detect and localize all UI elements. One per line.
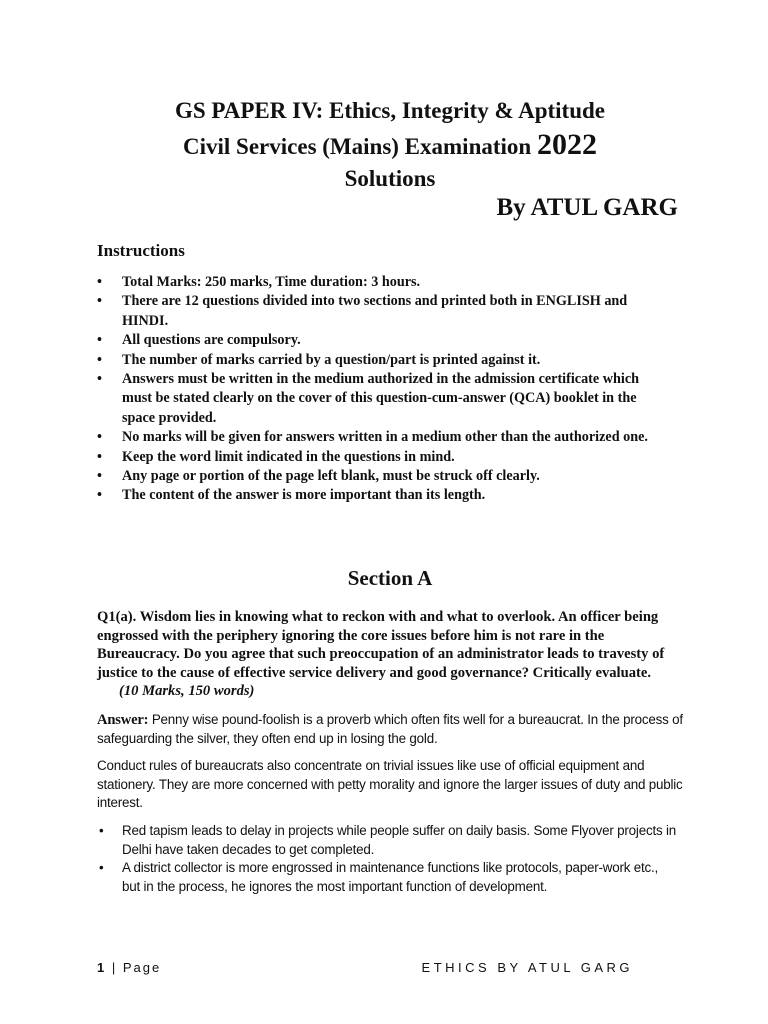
answer-bullet: • Red tapism leads to delay in projects while people suffer on daily basis. Some Flyover projects in Delhi have taken decades to get completed. [97,822,677,859]
instruction-item: • The content of the answer is more important than its length. [97,486,657,505]
solutions-subtitle: Solutions [344,166,436,191]
instruction-item: • The number of marks carried by a question/part is printed against it. [97,351,657,370]
author-byline: By ATUL GARG [496,194,678,221]
answer-paragraph-2: Conduct rules of bureaucrats also concentrate on trivial issues like use of official equipment and stationery. They are more concerned with petty morality and ignore the larger issues of duty and public interest. [97,758,683,811]
instruction-item: • All questions are compulsory. [97,331,657,350]
question-text [97,608,687,701]
exam-title [0,128,768,162]
instruction-item: • There are 12 questions divided into two sections and printed both in ENGLISH and HINDI. [97,292,657,331]
question-marks: (10 Marks, 150 words) [119,683,255,699]
paper-title: GS PAPER IV: Ethics, Integrity & Aptitude [175,98,605,123]
question-body: Q1(a). Wisdom lies in knowing what to reckon with and what to overlook. An officer being engrossed with the periphery ignoring the core issues before him is not rare in the Bureaucracy. Do you agree that such preoccupation of an administrator leads to travesty of justice to the cause of effective service delivery and good governance? Critically evaluate. [97,609,665,681]
instructions-heading: Instructions [97,241,185,260]
instruction-item: • Total Marks: 250 marks, Time duration: 3 hours. [97,273,657,292]
answer-text: Penny wise pound-foolish is a proverb which often fits well for a bureaucrat. In the process of safeguarding the silver, they often end up in losing the gold. [97,712,683,746]
section-heading: Section A [347,566,433,590]
instruction-item: • Keep the word limit indicated in the questions in mind. [97,448,657,467]
page-number: 1 [97,960,107,975]
answer-label: Answer: [97,712,149,728]
page-footer-number [97,960,161,975]
instructions-list [97,273,657,506]
footer-running-title: ETHICS BY ATUL GARG [421,960,633,975]
instruction-item: • No marks will be given for answers written in a medium other than the authorized one. [97,428,657,447]
page-label: | Page [111,960,162,975]
answer-paragraph [97,711,687,748]
answer-bullet: • A district collector is more engrossed in maintenance functions like protocols, paper-work etc., but in the process, he ignores the most important function of development. [97,859,677,896]
instruction-item: • Any page or portion of the page left blank, must be struck off clearly. [97,467,657,486]
exam-name: Civil Services (Mains) Examination [183,134,532,159]
answer-bullets [97,822,677,896]
instruction-item: • Answers must be written in the medium authorized in the admission certificate which must be stated clearly on the cover of this question-cum-answer (QCA) booklet in the space provided. [97,370,657,428]
exam-year: 2022 [536,128,597,161]
